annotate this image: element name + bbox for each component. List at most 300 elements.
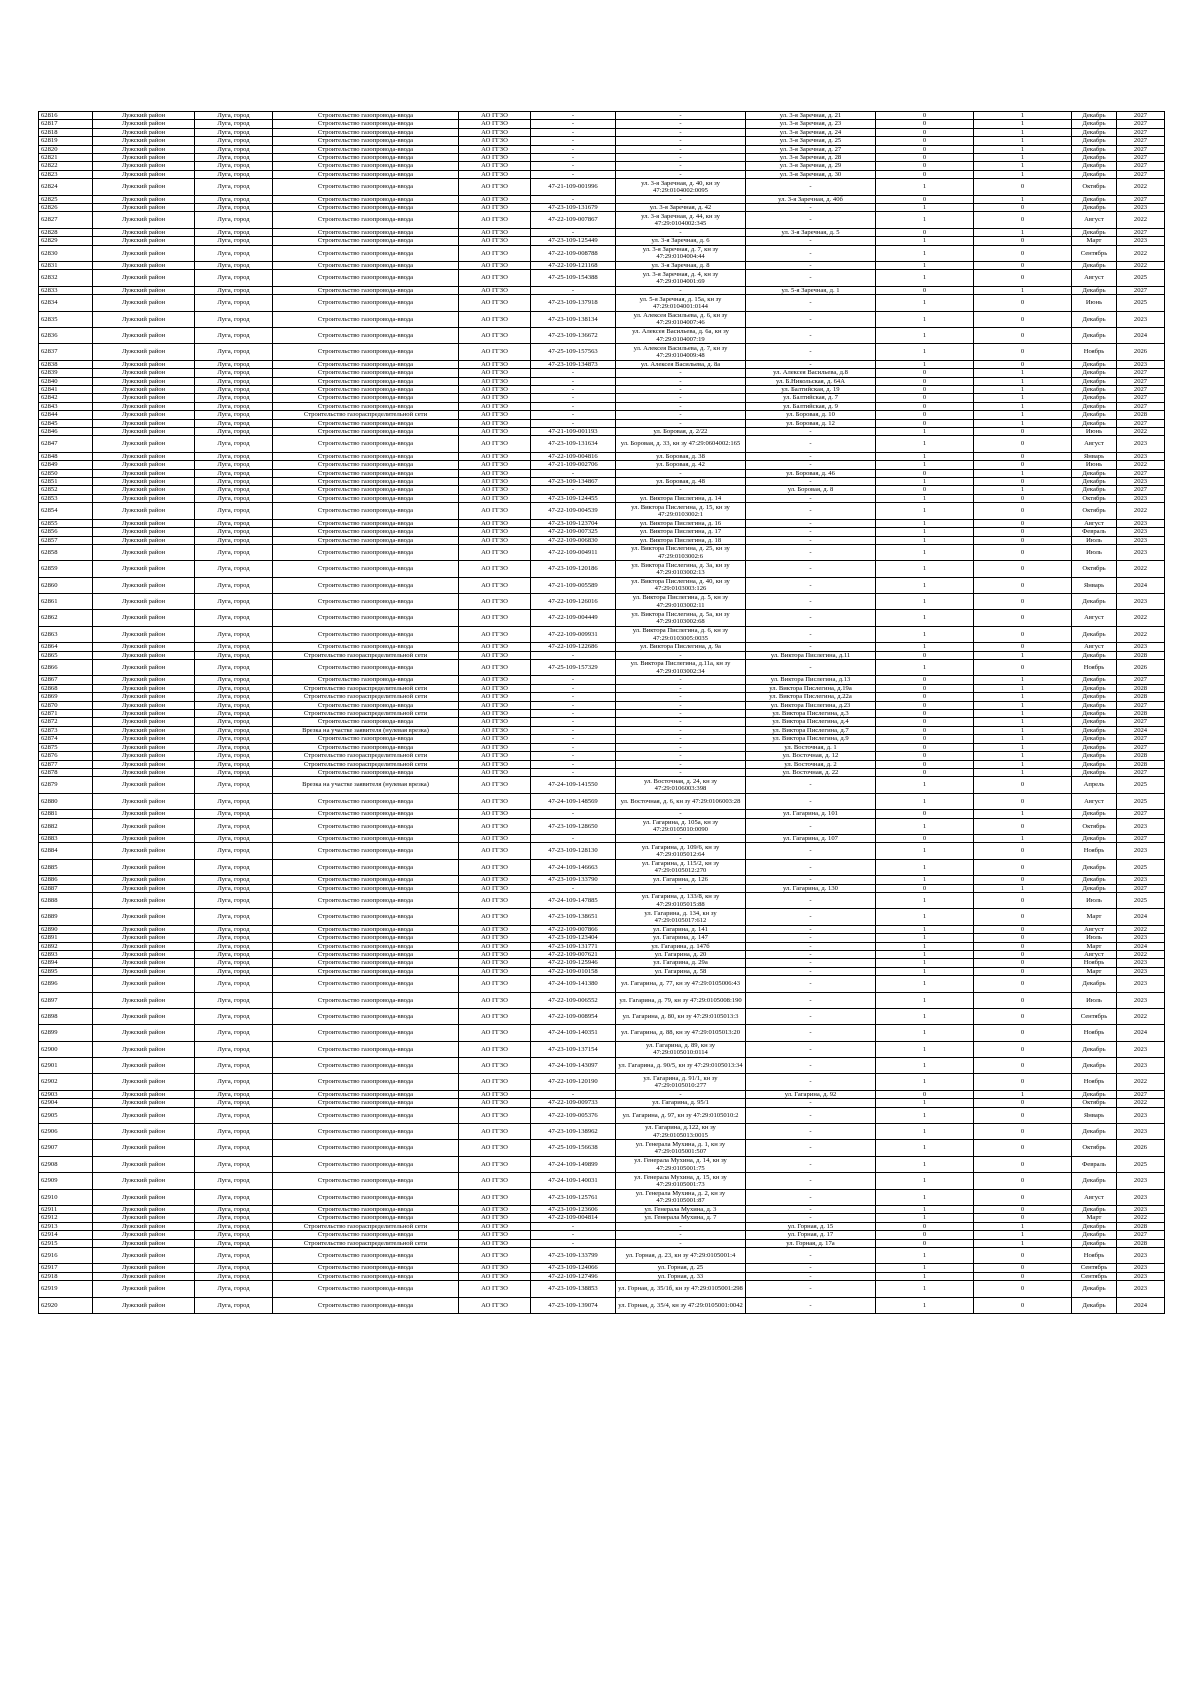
- organization-cell: АО ГГЗО: [459, 934, 531, 942]
- city-cell: Луга, город: [195, 270, 273, 286]
- table-row: [39, 561, 1165, 577]
- work-type-cell: Строительство газопровода-ввода: [273, 859, 459, 875]
- district-cell: Лужский район: [93, 1297, 195, 1313]
- plot-address-cell: -: [616, 195, 746, 203]
- city-cell: Луга, город: [195, 486, 273, 494]
- flag-b-cell: 1: [974, 684, 1072, 692]
- table-row: [39, 1041, 1165, 1057]
- city-cell: Луга, город: [195, 128, 273, 136]
- year-cell: 2027: [1117, 120, 1165, 128]
- flag-a-cell: 0: [876, 137, 974, 145]
- table-row: [39, 411, 1165, 419]
- district-cell: Лужский район: [93, 752, 195, 760]
- year-cell: 2027: [1117, 145, 1165, 153]
- district-cell: Лужский район: [93, 818, 195, 834]
- work-type-cell: Строительство газопровода-ввода: [273, 478, 459, 486]
- organization-cell: АО ГГЗО: [459, 1156, 531, 1172]
- district-cell: Лужский район: [93, 651, 195, 659]
- table-row: [39, 1008, 1165, 1024]
- application-number-cell: 47-22-109-007325: [531, 528, 616, 536]
- month-cell: Февраль: [1072, 1156, 1117, 1172]
- district-cell: Лужский район: [93, 1025, 195, 1041]
- table-row: [39, 726, 1165, 734]
- flag-b-cell: 0: [974, 519, 1072, 527]
- city-cell: Луга, город: [195, 610, 273, 626]
- plot-address-cell: -: [616, 701, 746, 709]
- district-cell: Лужский район: [93, 212, 195, 228]
- plot-address-cell: -: [616, 402, 746, 410]
- row-number-cell: 62907: [39, 1140, 93, 1156]
- year-cell: 2023: [1117, 643, 1165, 651]
- city-cell: Луга, город: [195, 976, 273, 992]
- application-number-cell: -: [531, 154, 616, 162]
- plot-address-cell: -: [616, 137, 746, 145]
- work-type-cell: Строительство газопровода-ввода: [273, 876, 459, 884]
- table-row: [39, 469, 1165, 477]
- object-address-cell: ул. Горная, д. 15: [746, 1222, 876, 1230]
- year-cell: 2024: [1117, 577, 1165, 593]
- month-cell: Декабрь: [1072, 311, 1117, 327]
- city-cell: Луга, город: [195, 760, 273, 768]
- year-cell: 2028: [1117, 684, 1165, 692]
- object-address-cell: -: [746, 626, 876, 642]
- year-cell: 2028: [1117, 752, 1165, 760]
- year-cell: 2027: [1117, 162, 1165, 170]
- flag-b-cell: 1: [974, 145, 1072, 153]
- organization-cell: АО ГГЗО: [459, 377, 531, 385]
- plot-address-cell: ул. Гагарина, д. 79, кн зу 47:29:0105008:190: [616, 992, 746, 1008]
- application-number-cell: 47-22-109-127496: [531, 1272, 616, 1280]
- object-address-cell: -: [746, 544, 876, 560]
- plot-address-cell: -: [616, 286, 746, 294]
- table-row: [39, 228, 1165, 236]
- month-cell: Ноябрь: [1072, 843, 1117, 859]
- application-number-cell: 47-22-109-004449: [531, 610, 616, 626]
- organization-cell: АО ГГЗО: [459, 369, 531, 377]
- flag-b-cell: 0: [974, 461, 1072, 469]
- application-number-cell: 47-23-109-133790: [531, 876, 616, 884]
- plot-address-cell: ул. Боровая, д. 33, кн зу 47:29:0604002:165: [616, 436, 746, 452]
- flag-a-cell: 0: [876, 486, 974, 494]
- row-number-cell: 62834: [39, 295, 93, 311]
- object-address-cell: -: [746, 1025, 876, 1041]
- plot-address-cell: ул. 3-я Заречная, д. 44, кн зу 47:29:0104002:345: [616, 212, 746, 228]
- row-number-cell: 62859: [39, 561, 93, 577]
- row-number-cell: 62920: [39, 1297, 93, 1313]
- flag-a-cell: 0: [876, 162, 974, 170]
- organization-cell: АО ГГЗО: [459, 1140, 531, 1156]
- flag-b-cell: 0: [974, 561, 1072, 577]
- flag-b-cell: 0: [974, 1008, 1072, 1024]
- organization-cell: АО ГГЗО: [459, 503, 531, 519]
- month-cell: Ноябрь: [1072, 1248, 1117, 1264]
- work-type-cell: Строительство газопровода-ввода: [273, 295, 459, 311]
- city-cell: Луга, город: [195, 528, 273, 536]
- work-type-cell: Строительство газопровода-ввода: [273, 561, 459, 577]
- table-row: [39, 1140, 1165, 1156]
- work-type-cell: Строительство газопровода-ввода: [273, 768, 459, 776]
- object-address-cell: ул. Боровая, д. 10: [746, 411, 876, 419]
- object-address-cell: -: [746, 344, 876, 360]
- application-number-cell: 47-22-109-008788: [531, 245, 616, 261]
- work-type-cell: Строительство газопровода-ввода: [273, 1058, 459, 1074]
- plot-address-cell: ул. Виктора Пислегина, д.11а, кн зу 47:29:0103002:34: [616, 660, 746, 676]
- flag-a-cell: 0: [876, 286, 974, 294]
- organization-cell: АО ГГЗО: [459, 120, 531, 128]
- plot-address-cell: ул. Генерала Мухина, д. 7: [616, 1214, 746, 1222]
- city-cell: Луга, город: [195, 693, 273, 701]
- object-address-cell: -: [746, 934, 876, 942]
- object-address-cell: -: [746, 237, 876, 245]
- organization-cell: АО ГГЗО: [459, 992, 531, 1008]
- plot-address-cell: ул. Генерала Мухина, д. 14, кн зу 47:29:0105001:75: [616, 1156, 746, 1172]
- district-cell: Лужский район: [93, 436, 195, 452]
- flag-b-cell: 0: [974, 1074, 1072, 1090]
- month-cell: Февраль: [1072, 528, 1117, 536]
- flag-a-cell: 0: [876, 154, 974, 162]
- object-address-cell: ул. 3-я Заречная, д. 30: [746, 170, 876, 178]
- table-row: [39, 295, 1165, 311]
- row-number-cell: 62908: [39, 1156, 93, 1172]
- year-cell: 2025: [1117, 859, 1165, 875]
- city-cell: Луга, город: [195, 1140, 273, 1156]
- organization-cell: АО ГГЗО: [459, 892, 531, 908]
- year-cell: 2026: [1117, 1140, 1165, 1156]
- flag-b-cell: 0: [974, 262, 1072, 270]
- month-cell: Март: [1072, 237, 1117, 245]
- row-number-cell: 62884: [39, 843, 93, 859]
- table-row: [39, 925, 1165, 933]
- flag-b-cell: 1: [974, 884, 1072, 892]
- object-address-cell: -: [746, 892, 876, 908]
- application-number-cell: -: [531, 726, 616, 734]
- application-number-cell: -: [531, 137, 616, 145]
- row-number-cell: 62902: [39, 1074, 93, 1090]
- object-address-cell: -: [746, 494, 876, 502]
- month-cell: Декабрь: [1072, 419, 1117, 427]
- plot-address-cell: -: [616, 228, 746, 236]
- city-cell: Луга, город: [195, 120, 273, 128]
- application-number-cell: 47-23-109-136672: [531, 328, 616, 344]
- flag-a-cell: 1: [876, 610, 974, 626]
- application-number-cell: -: [531, 469, 616, 477]
- table-row: [39, 693, 1165, 701]
- organization-cell: АО ГГЗО: [459, 311, 531, 327]
- flag-a-cell: 0: [876, 726, 974, 734]
- object-address-cell: ул. Восточная, д. 1: [746, 743, 876, 751]
- city-cell: Луга, город: [195, 536, 273, 544]
- flag-a-cell: 0: [876, 112, 974, 120]
- city-cell: Луга, город: [195, 428, 273, 436]
- organization-cell: АО ГГЗО: [459, 1222, 531, 1230]
- organization-cell: АО ГГЗО: [459, 360, 531, 368]
- flag-a-cell: 1: [876, 1041, 974, 1057]
- flag-a-cell: 1: [876, 793, 974, 809]
- data-table: [38, 111, 1165, 1314]
- object-address-cell: ул. Боровая, д. 12: [746, 419, 876, 427]
- row-number-cell: 62824: [39, 179, 93, 195]
- flag-b-cell: 0: [974, 577, 1072, 593]
- year-cell: 2027: [1117, 743, 1165, 751]
- work-type-cell: Строительство газопровода-ввода: [273, 1140, 459, 1156]
- flag-a-cell: 0: [876, 1231, 974, 1239]
- row-number-cell: 62870: [39, 701, 93, 709]
- month-cell: Сентябрь: [1072, 1272, 1117, 1280]
- work-type-cell: Строительство газопровода-ввода: [273, 286, 459, 294]
- table-row: [39, 1156, 1165, 1172]
- application-number-cell: 47-22-109-126016: [531, 594, 616, 610]
- district-cell: Лужский район: [93, 735, 195, 743]
- district-cell: Лужский район: [93, 768, 195, 776]
- work-type-cell: Строительство газопровода-ввода: [273, 1231, 459, 1239]
- month-cell: Декабрь: [1072, 1124, 1117, 1140]
- row-number-cell: 62841: [39, 386, 93, 394]
- year-cell: 2027: [1117, 834, 1165, 842]
- application-number-cell: 47-22-109-009931: [531, 626, 616, 642]
- table-row: [39, 170, 1165, 178]
- flag-b-cell: 1: [974, 743, 1072, 751]
- month-cell: Декабрь: [1072, 735, 1117, 743]
- month-cell: Ноябрь: [1072, 344, 1117, 360]
- work-type-cell: Строительство газопровода-ввода: [273, 909, 459, 925]
- application-number-cell: 47-23-109-133799: [531, 1248, 616, 1264]
- table-row: [39, 594, 1165, 610]
- city-cell: Луга, город: [195, 494, 273, 502]
- work-type-cell: Строительство газопровода-ввода: [273, 128, 459, 136]
- flag-a-cell: 0: [876, 718, 974, 726]
- object-address-cell: -: [746, 536, 876, 544]
- row-number-cell: 62912: [39, 1214, 93, 1222]
- application-number-cell: 47-21-109-002706: [531, 461, 616, 469]
- object-address-cell: -: [746, 1058, 876, 1074]
- object-address-cell: -: [746, 452, 876, 460]
- flag-b-cell: 1: [974, 760, 1072, 768]
- row-number-cell: 62825: [39, 195, 93, 203]
- district-cell: Лужский район: [93, 959, 195, 967]
- object-address-cell: -: [746, 1041, 876, 1057]
- year-cell: 2023: [1117, 1248, 1165, 1264]
- row-number-cell: 62914: [39, 1231, 93, 1239]
- table-row: [39, 120, 1165, 128]
- month-cell: Декабрь: [1072, 859, 1117, 875]
- city-cell: Луга, город: [195, 436, 273, 452]
- organization-cell: АО ГГЗО: [459, 1008, 531, 1024]
- flag-b-cell: 0: [974, 295, 1072, 311]
- month-cell: Декабрь: [1072, 1231, 1117, 1239]
- flag-b-cell: 1: [974, 718, 1072, 726]
- district-cell: Лужский район: [93, 237, 195, 245]
- flag-b-cell: 1: [974, 120, 1072, 128]
- flag-a-cell: 0: [876, 684, 974, 692]
- flag-b-cell: 1: [974, 735, 1072, 743]
- flag-a-cell: 0: [876, 145, 974, 153]
- month-cell: Август: [1072, 212, 1117, 228]
- month-cell: Декабрь: [1072, 693, 1117, 701]
- table-row: [39, 752, 1165, 760]
- city-cell: Луга, город: [195, 1281, 273, 1297]
- district-cell: Лужский район: [93, 743, 195, 751]
- city-cell: Луга, город: [195, 1107, 273, 1123]
- work-type-cell: Строительство газопровода-ввода: [273, 1074, 459, 1090]
- district-cell: Лужский район: [93, 411, 195, 419]
- year-cell: 2027: [1117, 676, 1165, 684]
- city-cell: Луга, город: [195, 245, 273, 261]
- year-cell: 2028: [1117, 760, 1165, 768]
- plot-address-cell: ул. Гагарина, д. 91/1, кн зу 47:29:0105010:277: [616, 1074, 746, 1090]
- application-number-cell: -: [531, 145, 616, 153]
- table-row: [39, 262, 1165, 270]
- district-cell: Лужский район: [93, 718, 195, 726]
- month-cell: Декабрь: [1072, 884, 1117, 892]
- object-address-cell: ул. Виктора Пислегина, д.9: [746, 735, 876, 743]
- row-number-cell: 62817: [39, 120, 93, 128]
- row-number-cell: 62879: [39, 777, 93, 793]
- flag-a-cell: 0: [876, 693, 974, 701]
- organization-cell: АО ГГЗО: [459, 237, 531, 245]
- flag-a-cell: 1: [876, 544, 974, 560]
- application-number-cell: 47-24-109-148569: [531, 793, 616, 809]
- application-number-cell: 47-22-109-008954: [531, 1008, 616, 1024]
- district-cell: Лужский район: [93, 170, 195, 178]
- work-type-cell: Строительство газопровода-ввода: [273, 386, 459, 394]
- plot-address-cell: ул. Гагарина, д. 147: [616, 934, 746, 942]
- object-address-cell: -: [746, 212, 876, 228]
- district-cell: Лужский район: [93, 1281, 195, 1297]
- plot-address-cell: ул. Горная, д. 25: [616, 1264, 746, 1272]
- plot-address-cell: ул. Генерала Мухина, д. 1, кн зу 47:29:0105001:507: [616, 1140, 746, 1156]
- year-cell: 2022: [1117, 1074, 1165, 1090]
- plot-address-cell: ул. Гагарина, д.122, кн зу 47:29:0105013:0015: [616, 1124, 746, 1140]
- month-cell: Декабрь: [1072, 112, 1117, 120]
- organization-cell: АО ГГЗО: [459, 950, 531, 958]
- month-cell: Ноябрь: [1072, 660, 1117, 676]
- district-cell: Лужский район: [93, 626, 195, 642]
- work-type-cell: Строительство газораспределительной сети: [273, 710, 459, 718]
- object-address-cell: -: [746, 1124, 876, 1140]
- application-number-cell: -: [531, 810, 616, 818]
- district-cell: Лужский район: [93, 245, 195, 261]
- application-number-cell: 47-24-109-146663: [531, 859, 616, 875]
- object-address-cell: ул. 3-я Заречная, д. 40б: [746, 195, 876, 203]
- object-address-cell: -: [746, 793, 876, 809]
- district-cell: Лужский район: [93, 793, 195, 809]
- year-cell: 2024: [1117, 942, 1165, 950]
- year-cell: 2023: [1117, 311, 1165, 327]
- work-type-cell: Строительство газопровода-ввода: [273, 626, 459, 642]
- year-cell: 2027: [1117, 112, 1165, 120]
- row-number-cell: 62866: [39, 660, 93, 676]
- year-cell: 2023: [1117, 992, 1165, 1008]
- row-number-cell: 62855: [39, 519, 93, 527]
- object-address-cell: -: [746, 859, 876, 875]
- year-cell: 2022: [1117, 950, 1165, 958]
- application-number-cell: -: [531, 768, 616, 776]
- flag-b-cell: 0: [974, 909, 1072, 925]
- year-cell: 2027: [1117, 486, 1165, 494]
- organization-cell: АО ГГЗО: [459, 1099, 531, 1107]
- district-cell: Лужский район: [93, 1008, 195, 1024]
- flag-a-cell: 1: [876, 925, 974, 933]
- organization-cell: АО ГГЗО: [459, 710, 531, 718]
- flag-a-cell: 1: [876, 1272, 974, 1280]
- table-row: [39, 494, 1165, 502]
- month-cell: Август: [1072, 1189, 1117, 1205]
- city-cell: Луга, город: [195, 1206, 273, 1214]
- year-cell: 2025: [1117, 793, 1165, 809]
- row-number-cell: 62917: [39, 1264, 93, 1272]
- city-cell: Луга, город: [195, 369, 273, 377]
- plot-address-cell: ул. Генерала Мухина, д. 2, кн зу 47:29:0105001:87: [616, 1189, 746, 1205]
- month-cell: Декабрь: [1072, 684, 1117, 692]
- work-type-cell: Строительство газопровода-ввода: [273, 701, 459, 709]
- flag-a-cell: 1: [876, 245, 974, 261]
- flag-a-cell: 1: [876, 1074, 974, 1090]
- city-cell: Луга, город: [195, 1156, 273, 1172]
- year-cell: 2022: [1117, 262, 1165, 270]
- month-cell: Август: [1072, 643, 1117, 651]
- table-row: [39, 478, 1165, 486]
- plot-address-cell: -: [616, 411, 746, 419]
- plot-address-cell: ул. Восточная, д. 6, кн зу 47:29:0106003:28: [616, 793, 746, 809]
- district-cell: Лужский район: [93, 154, 195, 162]
- organization-cell: АО ГГЗО: [459, 743, 531, 751]
- organization-cell: АО ГГЗО: [459, 478, 531, 486]
- month-cell: Декабрь: [1072, 976, 1117, 992]
- object-address-cell: ул. Балтийская, д. 7: [746, 394, 876, 402]
- month-cell: Декабрь: [1072, 402, 1117, 410]
- city-cell: Луга, город: [195, 311, 273, 327]
- flag-b-cell: 0: [974, 843, 1072, 859]
- city-cell: Луга, город: [195, 461, 273, 469]
- flag-b-cell: 1: [974, 228, 1072, 236]
- organization-cell: АО ГГЗО: [459, 843, 531, 859]
- plot-address-cell: ул. Гагарина, д. 115/2, кн зу 47:29:0105012:270: [616, 859, 746, 875]
- district-cell: Лужский район: [93, 876, 195, 884]
- table-row: [39, 876, 1165, 884]
- year-cell: 2027: [1117, 701, 1165, 709]
- object-address-cell: ул. Гагарина, д. 101: [746, 810, 876, 818]
- city-cell: Луга, город: [195, 651, 273, 659]
- flag-b-cell: 0: [974, 436, 1072, 452]
- flag-a-cell: 0: [876, 1222, 974, 1230]
- object-address-cell: -: [746, 1008, 876, 1024]
- flag-b-cell: 1: [974, 170, 1072, 178]
- flag-a-cell: 0: [876, 419, 974, 427]
- row-number-cell: 62916: [39, 1248, 93, 1264]
- district-cell: Лужский район: [93, 1099, 195, 1107]
- row-number-cell: 62822: [39, 162, 93, 170]
- plot-address-cell: -: [616, 386, 746, 394]
- object-address-cell: ул. 3-я Заречная, д. 27: [746, 145, 876, 153]
- district-cell: Лужский район: [93, 676, 195, 684]
- district-cell: Лужский район: [93, 992, 195, 1008]
- flag-a-cell: 0: [876, 195, 974, 203]
- flag-a-cell: 1: [876, 461, 974, 469]
- plot-address-cell: ул. Виктора Пислегина, д. 3а, кн зу 47:29:0103002:13: [616, 561, 746, 577]
- flag-b-cell: 0: [974, 245, 1072, 261]
- row-number-cell: 62840: [39, 377, 93, 385]
- row-number-cell: 62909: [39, 1173, 93, 1189]
- month-cell: Декабрь: [1072, 1090, 1117, 1098]
- row-number-cell: 62899: [39, 1025, 93, 1041]
- application-number-cell: 47-21-109-005589: [531, 577, 616, 593]
- table-row: [39, 909, 1165, 925]
- object-address-cell: -: [746, 1099, 876, 1107]
- flag-b-cell: 1: [974, 162, 1072, 170]
- row-number-cell: 62894: [39, 959, 93, 967]
- month-cell: Октябрь: [1072, 561, 1117, 577]
- year-cell: 2025: [1117, 892, 1165, 908]
